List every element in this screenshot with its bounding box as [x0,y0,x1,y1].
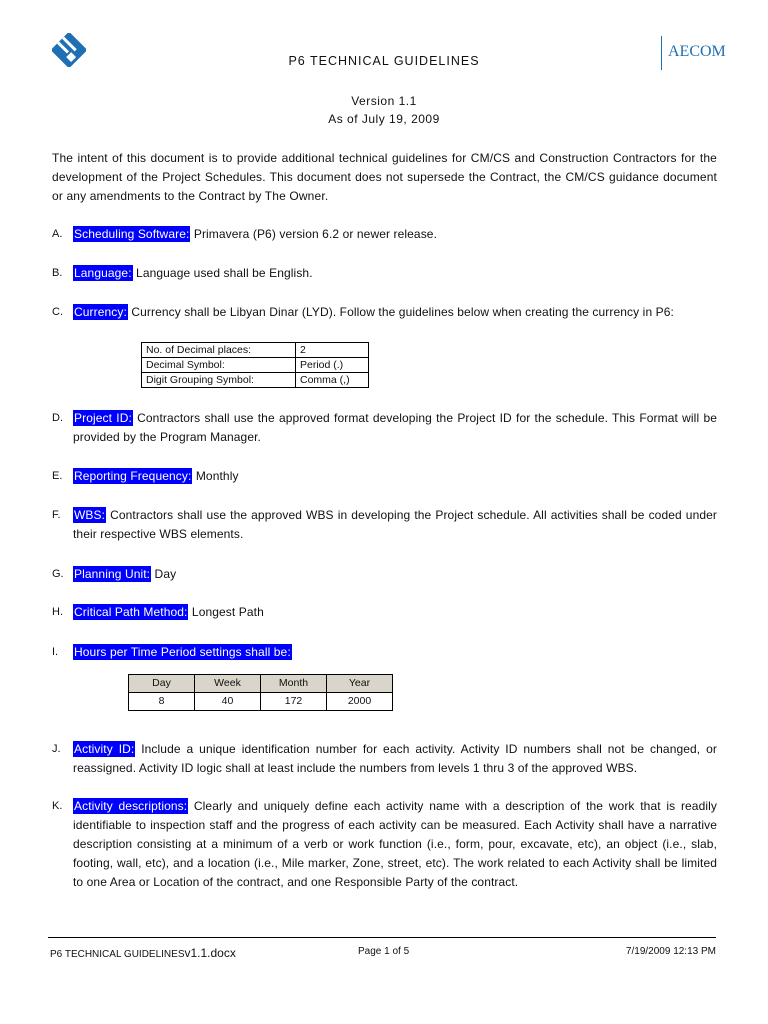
item-text: Clearly and uniquely define each activity name with a description of the work that is readily identifiable to inspection staff and the progress of each activity can be measured. Each Activity shall have a narrative description consisting at a minimum of a verb or work function (i.e., form, pour, excavate, etc), an object (i.e., slab, footing, wall, etc), and a location (i.e., Mile marker, Zone, street, etc). The work related to each Activity shall be limited to one Area or Location of the contract, and one Responsible Party of the contract. [73,799,717,889]
item-label: Currency: [74,305,127,319]
brand-divider [661,36,662,70]
table-cell: No. of Decimal places: [142,343,296,358]
table-row [142,343,369,358]
item-letter: C. [52,306,63,318]
item-label: Reporting Frequency: [74,469,192,483]
table-cell: Comma (,) [296,373,369,388]
currency-table [141,342,369,388]
version-date: As of July 19, 2009 [328,112,440,126]
footer-doc-title: P6 TECHNICAL GUIDELINES [50,949,185,960]
item-text: Contractors shall use the approved format developing the Project ID for the schedule. This Format will be provided by the Program Manager. [73,411,717,444]
footer-doc-ext: v1.1.docx [184,946,236,960]
item-label: WBS: [74,508,106,522]
footer-divider [48,937,716,938]
item-label: Project ID: [74,411,132,425]
item-letter: J. [52,743,61,755]
table-header-cell: Week [195,675,261,693]
item-text: Longest Path [188,605,264,619]
item-label: Hours per Time Period settings shall be: [74,645,291,659]
item-label: Activity ID: [74,742,135,756]
table-cell: 172 [261,693,327,711]
item-label: Language: [74,266,132,280]
item-text: Include a unique identification number for each activity. Activity ID numbers shall not be changed, or reassigned. Activity ID logic shall at least include the numbers from levels 1 thru 3 of the approved WBS. [73,742,717,775]
table-cell: Digit Grouping Symbol: [142,373,296,388]
hours-table [128,674,393,711]
item-text: Monthly [192,469,239,483]
item-reporting-frequency [52,467,717,486]
item-text: Currency shall be Libyan Dinar (LYD). Follow the guidelines below when creating the currency in P6: [127,305,674,319]
table-row [129,693,393,711]
item-letter: F. [52,509,61,521]
table-row [142,373,369,388]
table-header-cell: Day [129,675,195,693]
table-cell: 2 [296,343,369,358]
footer-page-number: Page 1 of 5 [358,946,410,957]
item-critical-path [52,603,717,622]
item-letter: H. [52,606,63,618]
item-label: Scheduling Software: [74,227,190,241]
item-scheduling-software [52,225,717,244]
item-letter: G. [52,568,64,580]
footer-datetime: 7/19/2009 12:13 PM [625,946,716,957]
item-currency [52,303,717,322]
item-text: Primavera (P6) version 6.2 or newer release. [190,227,438,241]
item-label: Activity descriptions: [74,799,188,813]
item-label: Critical Path Method: [74,605,188,619]
item-wbs [52,506,717,544]
item-text: Language used shall be English. [132,266,313,280]
item-language [52,264,717,283]
item-project-id [52,409,717,447]
table-cell: 40 [195,693,261,711]
item-letter: I. [52,646,59,658]
item-letter: K. [52,800,63,812]
table-cell: Period (.) [296,358,369,373]
table-cell: 2000 [327,693,393,711]
table-cell: 8 [129,693,195,711]
item-label: Planning Unit: [74,567,151,581]
item-letter: A. [52,228,63,240]
item-text: Day [151,567,177,581]
version-number: Version 1.1 [351,94,417,108]
table-header-row [129,675,393,693]
item-letter: B. [52,267,63,279]
version-block [0,92,768,128]
footer-doc-name [50,946,236,960]
aecom-logo: AECOM [668,43,726,60]
item-activity-id [52,740,717,778]
item-text: Contractors shall use the approved WBS in developing the Project schedule. All activities shall be coded under their respective WBS elements. [73,508,717,541]
item-activity-descriptions [52,797,717,892]
intro-paragraph: The intent of this document is to provide additional technical guidelines for CM/CS and Construction Contractors for the development of the Project Schedules. This document does not supersede the Contract, the CM/CS guidance document or any amendments to the Contract by The Owner. [52,151,717,203]
item-letter: E. [52,470,63,482]
table-header-cell: Month [261,675,327,693]
item-hours-per-period [52,643,717,662]
table-header-cell: Year [327,675,393,693]
header-title: P6 TECHNICAL GUIDELINES [288,54,480,68]
table-row [142,358,369,373]
item-letter: D. [52,412,63,424]
table-cell: Decimal Symbol: [142,358,296,373]
item-planning-unit [52,565,717,584]
